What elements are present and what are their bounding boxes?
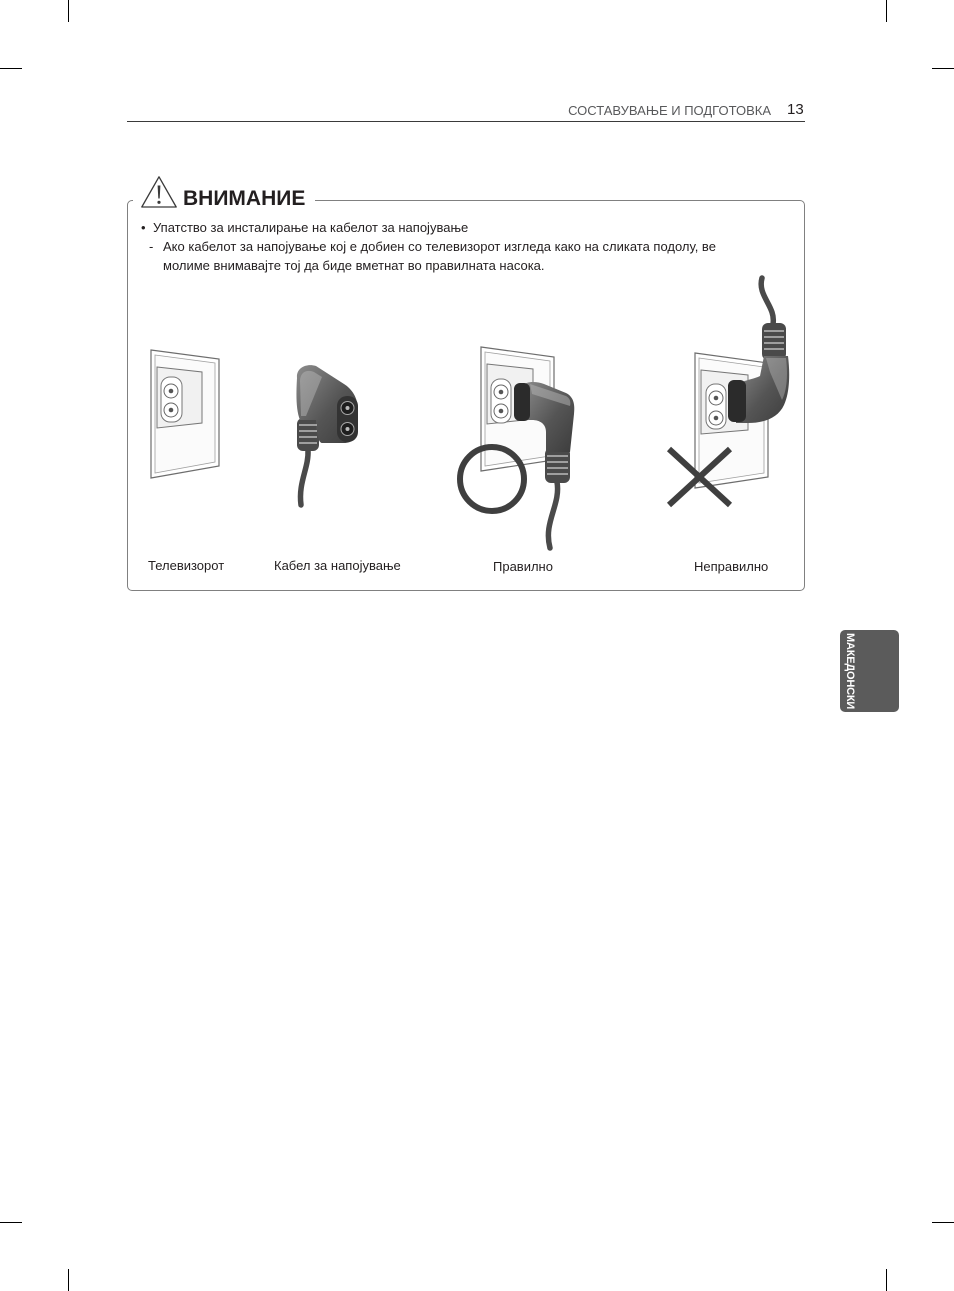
crop-mark-top-left-vertical (68, 0, 69, 22)
socket-pin-top (499, 390, 504, 395)
crop-mark-bottom-left-vertical (68, 1269, 69, 1291)
cable-strain-relief (297, 418, 319, 451)
caution-title: ВНИМАНИЕ (183, 187, 306, 210)
crop-mark-bottom-left-horizontal (0, 1222, 22, 1223)
language-tab-label: МАКЕДОНСКИ (844, 633, 856, 710)
correct-plug-face (514, 383, 530, 421)
caption-tv: Телевизорот (148, 558, 225, 573)
caption-correct: Правилно (493, 559, 553, 574)
power-cable-illustration (286, 360, 364, 510)
cable-plug-contact-bottom (346, 427, 350, 431)
correct-strain-relief (545, 448, 570, 483)
crop-mark-bottom-right-vertical (886, 1269, 887, 1291)
incorrect-plug-face (728, 380, 746, 422)
bullet-marker: • (141, 220, 146, 235)
dash-text-line-2: молиме внимавајте тој да биде вметнат во правилната насока. (163, 258, 545, 273)
incorrect-insertion-illustration (662, 272, 794, 512)
caption-power-cable: Кабел за напојување (274, 558, 401, 573)
correct-insertion-illustration (452, 340, 578, 552)
dash-text-line-1: Ако кабелот за напојување кој е добиен со телевизорот изгледа како на сликата подолу, ве (163, 239, 716, 254)
crop-mark-top-right-horizontal (932, 68, 954, 69)
dash-marker: - (149, 239, 154, 254)
incorrect-strain-relief (762, 323, 786, 360)
crop-mark-top-left-horizontal (0, 68, 22, 69)
socket-pin-bottom (499, 409, 504, 414)
socket-pin-bottom (714, 416, 719, 421)
incorrect-cord (761, 278, 773, 324)
socket-pin-bottom (169, 408, 174, 413)
header-rule (127, 121, 805, 122)
section-title: СОСТАВУВАЊЕ И ПОДГОТОВКА (568, 103, 771, 118)
tv-socket-illustration (145, 344, 225, 484)
crop-mark-top-right-vertical (886, 0, 887, 22)
warning-icon (140, 175, 178, 209)
caption-incorrect: Неправилно (694, 559, 769, 574)
cable-cord (300, 450, 308, 505)
socket-pin-top (714, 396, 719, 401)
cable-plug-contact-top (346, 406, 350, 410)
correct-cord (548, 482, 557, 548)
socket-pin-top (169, 389, 174, 394)
crop-mark-bottom-right-horizontal (932, 1222, 954, 1223)
bullet-text: Упатство за инсталирање на кабелот за напојување (153, 220, 469, 235)
page-number: 13 (787, 101, 804, 118)
